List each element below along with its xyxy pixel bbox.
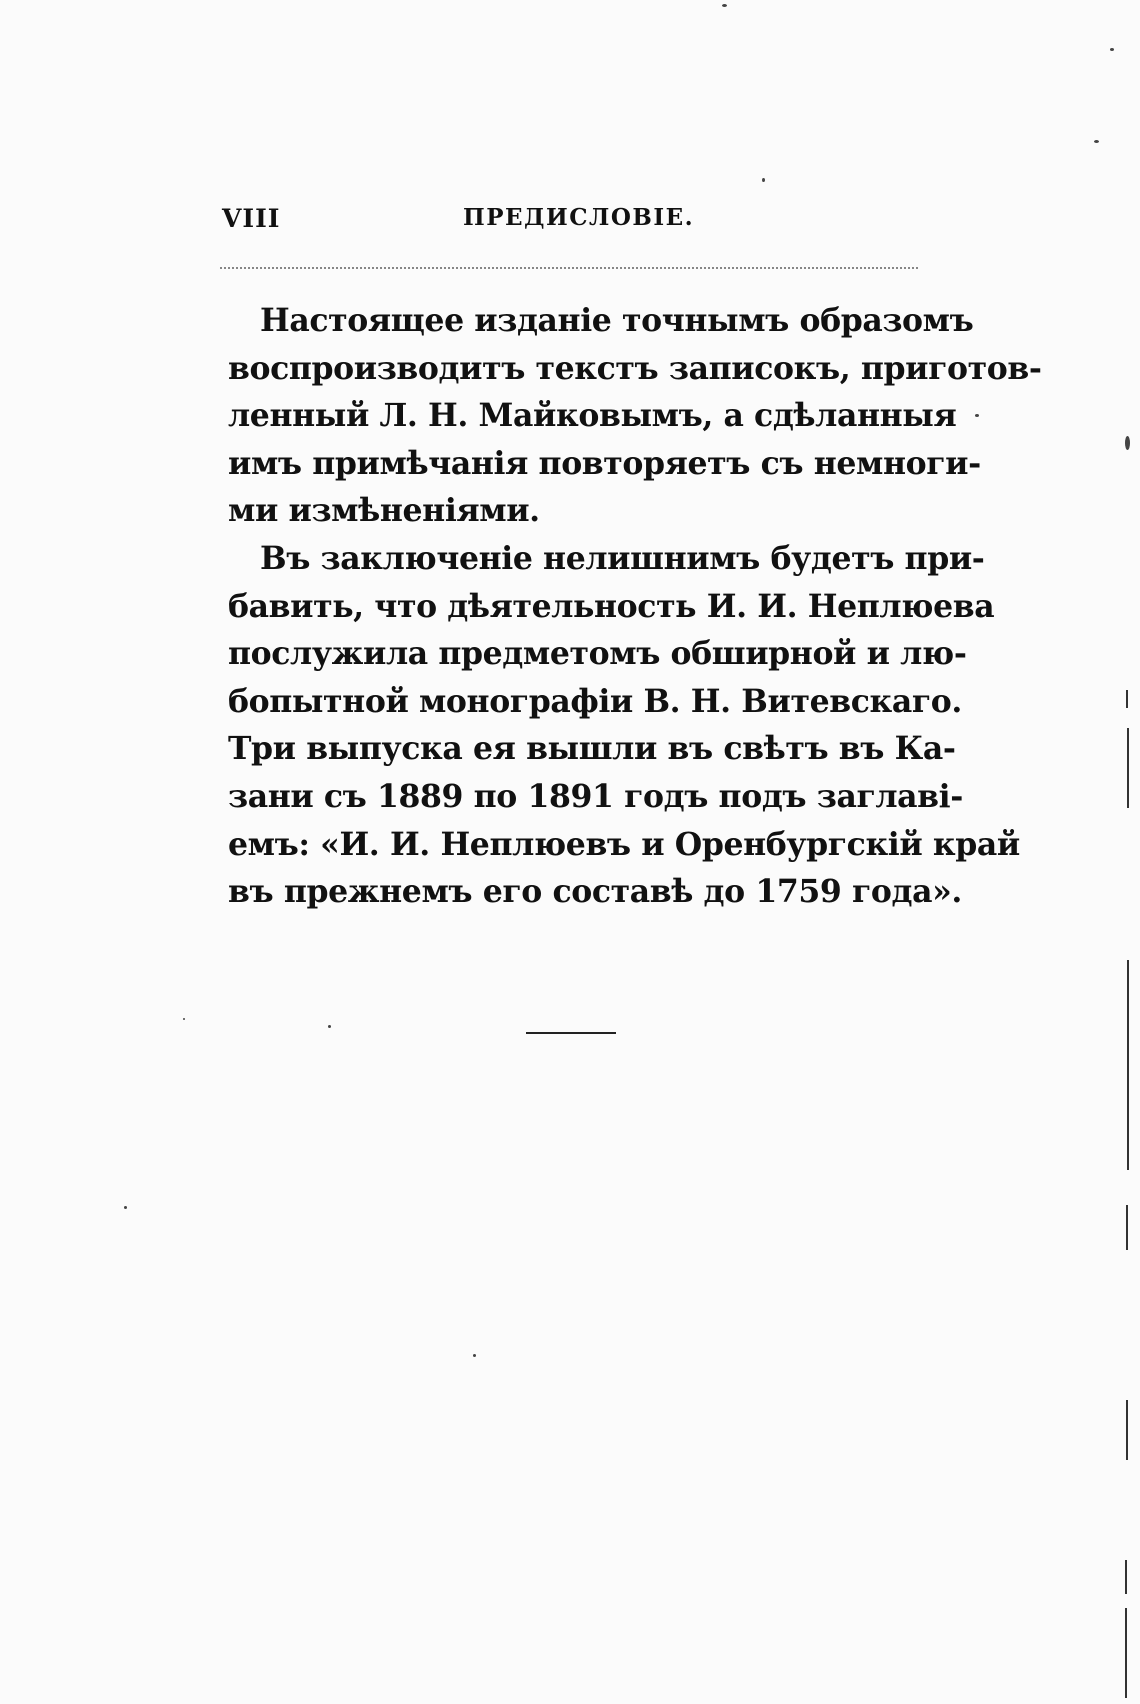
paragraph-1 — [228, 297, 1042, 535]
running-title: ПРЕДИСЛОВІЕ. — [463, 204, 695, 231]
scan-edge-mark — [1126, 1400, 1128, 1460]
scan-edge-mark — [1126, 690, 1128, 708]
text-line: въ прежнемъ его составѣ до 1759 года». — [228, 873, 962, 911]
text-line: имъ примѣчанія повторяетъ съ немноги- — [228, 444, 981, 482]
scan-edge-mark — [1126, 1205, 1128, 1250]
text-line: ленный Л. Н. Майковымъ, а сдѣланныя — [228, 397, 957, 435]
text-line: послужила предметомъ обширной и лю- — [228, 635, 967, 673]
text-line: ми измѣненіями. — [228, 492, 540, 530]
text-line: бавить, что дѣятельность И. И. Неплюева — [228, 587, 995, 625]
text-line: емъ: «И. И. Неплюевъ и Оренбургскій край — [228, 825, 1020, 863]
scan-speck — [183, 1018, 185, 1020]
scan-edge-mark — [1127, 728, 1129, 808]
text-line: воспроизводитъ текстъ записокъ, приготов- — [228, 349, 1042, 387]
end-rule — [526, 1032, 616, 1034]
scan-speck — [722, 4, 727, 7]
body-text — [228, 297, 1042, 916]
scan-speck — [975, 414, 979, 417]
text-line: Настоящее изданіе точнымъ образомъ — [260, 302, 974, 339]
header-rule — [220, 267, 918, 269]
scan-speck — [1110, 48, 1114, 51]
scan-speck — [762, 178, 765, 182]
scan-edge-mark — [1127, 960, 1129, 1170]
scan-speck — [1125, 436, 1130, 450]
page-header — [222, 204, 922, 240]
text-line: бопытной монографіи В. Н. Витевскаго. — [228, 682, 962, 720]
page-number: VIII — [222, 204, 281, 233]
scan-speck — [124, 1206, 127, 1209]
scan-speck — [1094, 140, 1099, 143]
paragraph-2 — [228, 535, 1020, 916]
scan-speck — [473, 1354, 476, 1357]
text-line: зани съ 1889 по 1891 годъ подъ заглавi- — [228, 777, 963, 815]
scan-speck — [328, 1025, 331, 1028]
scan-edge-mark — [1125, 1608, 1127, 1698]
text-line: Въ заключеніе нелишнимъ будетъ при- — [260, 539, 985, 577]
text-line: Три выпуска ея вышли въ свѣтъ въ Ка- — [228, 730, 956, 768]
scan-edge-mark — [1125, 1560, 1127, 1594]
